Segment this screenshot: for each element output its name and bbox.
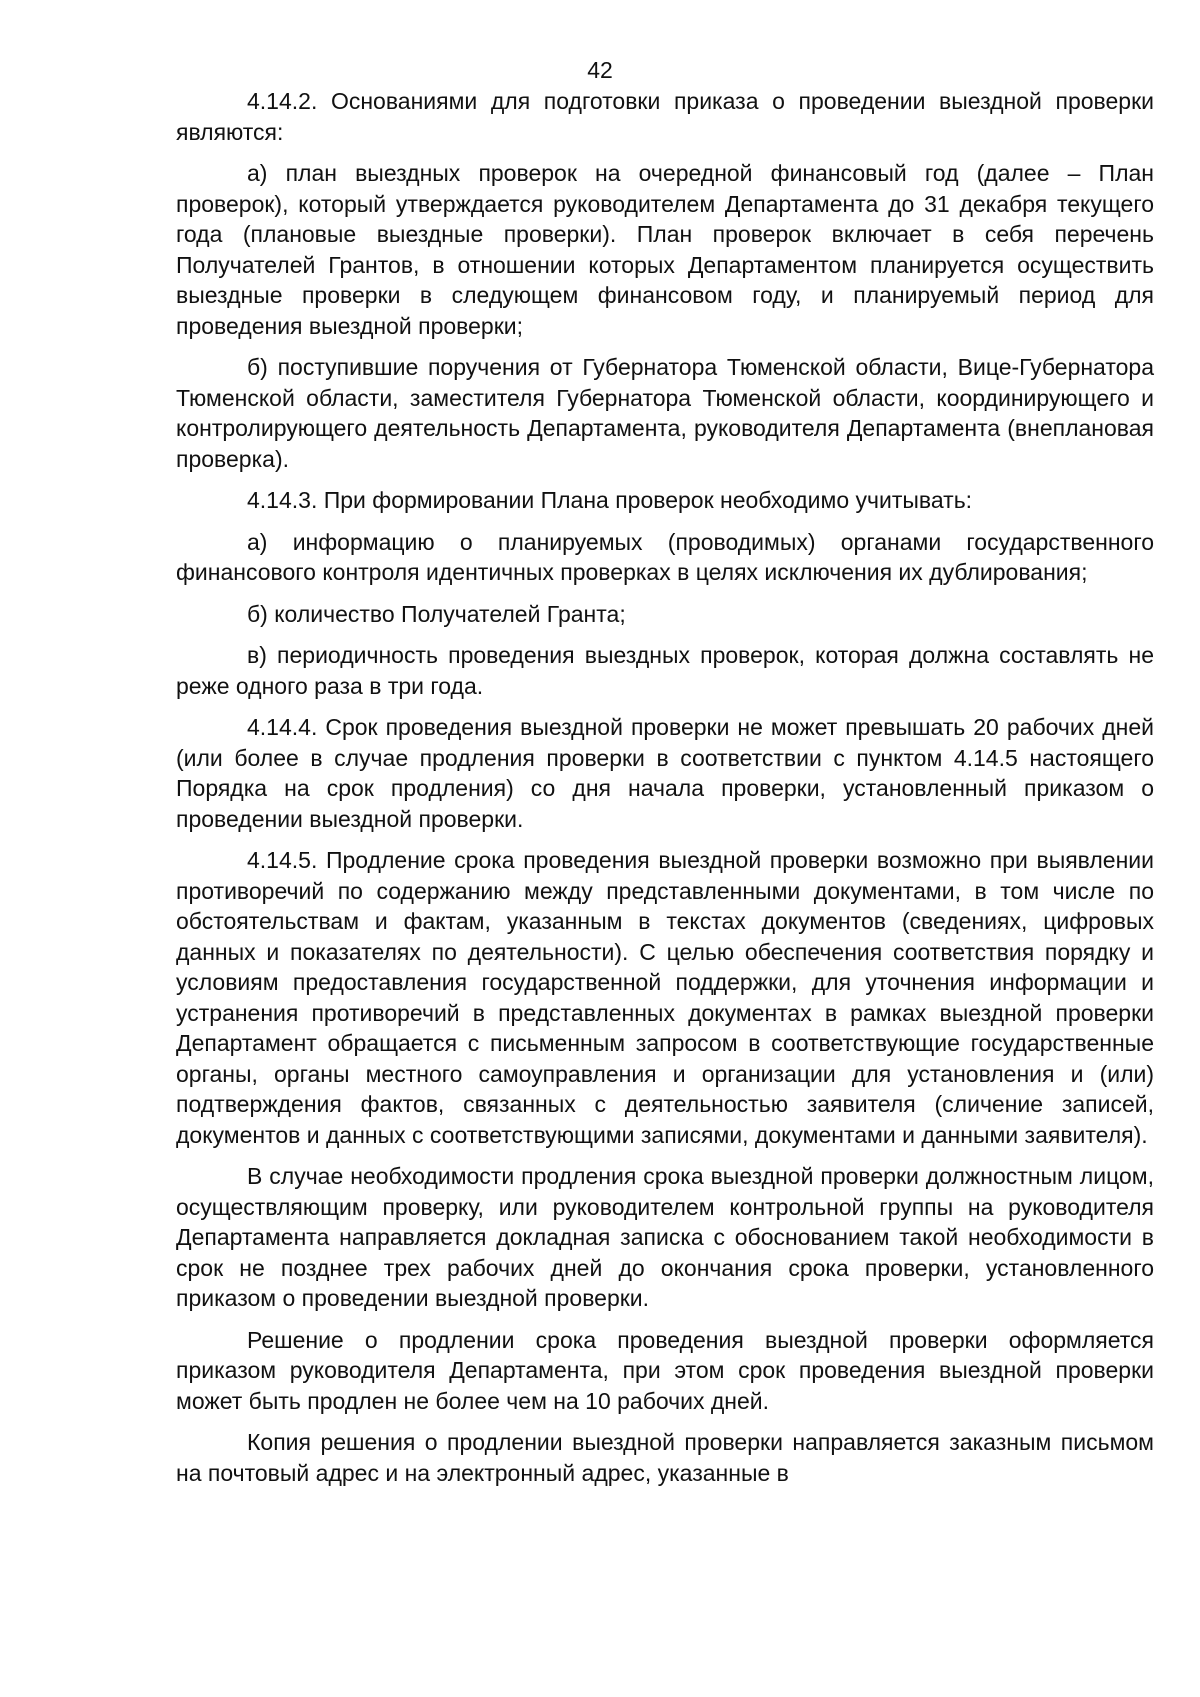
- paragraph-4-14-2: 4.14.2. Основаниями для подготовки приказа о проведении выездной проверки являются:: [176, 88, 1154, 145]
- paragraph-4-14-2-b: б) поступившие поручения от Губернатора Тюменской области, Вице-Губернатора Тюменской области, заместителя Губернатора Тюменской области, координирующего и контролирующего деятельность Департамента, руководителя Департамента (внеплановая проверка).: [176, 354, 1154, 472]
- paragraph-4-14-3-b: б) количество Получателей Гранта;: [247, 600, 626, 627]
- paragraph-4-14-4: 4.14.4. Срок проведения выездной проверки не может превышать 20 рабочих дней (или более в случае продления проверки в соответствии с пунктом 4.14.5 настоящего Порядка на срок продления) со дня начала проверки, установленный приказом о проведении выездной проверки.: [176, 714, 1154, 832]
- paragraph-extension-request: В случае необходимости продления срока выездной проверки должностным лицом, осуществляющим проверку, или руководителем контрольной группы на руководителя Департамента направляется докладная записка с обоснованием такой необходимости в срок не позднее трех рабочих дней до окончания срока проверки, установленного приказом о проведении выездной проверки.: [176, 1163, 1154, 1311]
- paragraph-4-14-3: 4.14.3. При формировании Плана проверок необходимо учитывать:: [247, 487, 973, 513]
- paragraph-4-14-2-a: а) план выездных проверок на очередной финансовый год (далее – План проверок), который утверждается руководителем Департамента до 31 декабря текущего года (плановые выездные проверки). План проверок включает в себя перечень Получателей Грантов, в отношении которых Департаментом планируется осуществить выездные проверки в следующем финансовом году, и планируемый период для проведения выездной проверки;: [176, 160, 1154, 339]
- paragraph-4-14-3-a: а) информацию о планируемых (проводимых) органами государственного финансового контроля идентичных проверках в целях исключения их дублирования;: [176, 528, 1154, 585]
- paragraph-4-14-5: 4.14.5. Продление срока проведения выездной проверки возможно при выявлении противоречий по содержанию между представленными документами, в том числе по обстоятельствам и фактам, указанным в текстах документов (сведениях, цифровых данных и показателях по деятельности). С целью обеспечения соответствия порядку и условиям предоставления государственной поддержки, для уточнения информации и устранения противоречий в представленных документах в рамках выездной проверки Департамент обращается с письменным запросом в соответствующие государственные органы, органы местного самоуправления и организации для установления и (или) подтверждения фактов, связанных с деятельностью заявителя (сличение записей, документов и данных с соответствующими записями, документами и данными заявителя).: [176, 847, 1154, 1148]
- paragraph-extension-decision: Решение о продлении срока проведения выездной проверки оформляется приказом руководителя Департамента, при этом срок проведения выездной проверки может быть продлен не более чем на 10 рабочих дней.: [176, 1326, 1154, 1414]
- paragraph-decision-copy: Копия решения о продлении выездной проверки направляется заказным письмом на почтовый адрес и на электронный адрес, указанные в: [176, 1429, 1154, 1486]
- page-number: 42: [587, 57, 613, 83]
- document-body: [176, 86, 1154, 1488]
- paragraph-4-14-3-v: в) периодичность проведения выездных проверок, которая должна составлять не реже одного раза в три года.: [176, 642, 1154, 699]
